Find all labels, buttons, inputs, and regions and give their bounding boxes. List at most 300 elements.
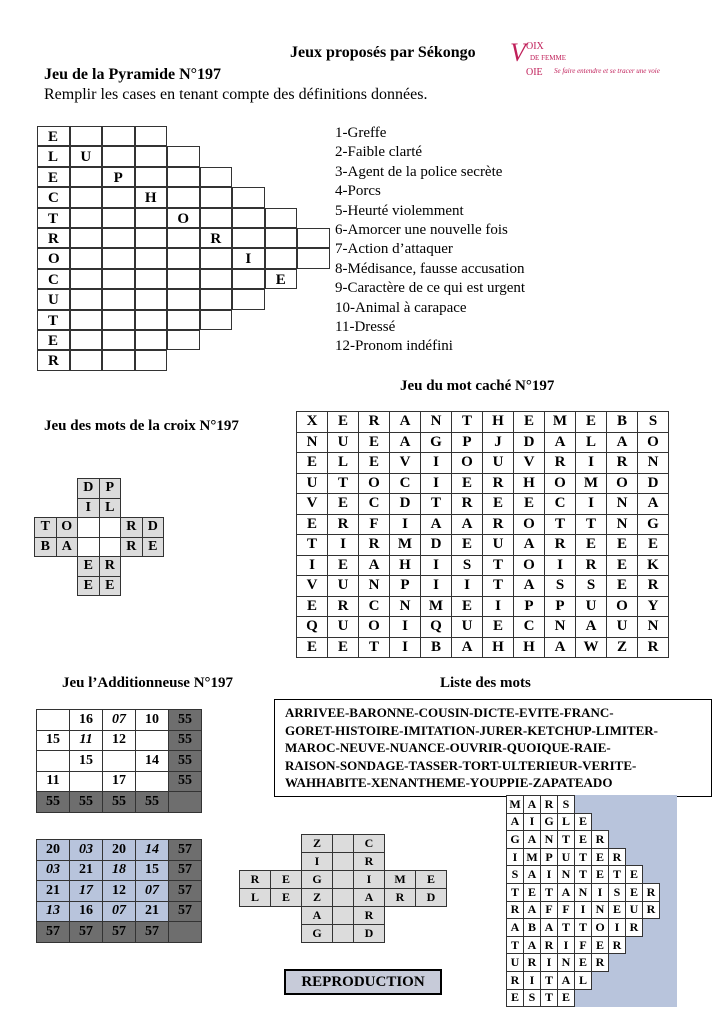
hidden-word-cell: P (452, 432, 483, 453)
hidden-word-cell: A (514, 535, 545, 556)
adder-solution-cell: 12 (103, 881, 136, 902)
pyramid-solution-cell: O (592, 919, 609, 937)
pyramid-solution-cell (643, 848, 660, 866)
pyramid-solution-cell: M (524, 848, 541, 866)
hidden-word-cell: N (638, 453, 669, 474)
pyramid-solution-cell: N (592, 901, 609, 919)
hidden-word-cell: A (390, 412, 421, 433)
hidden-word-cell: E (514, 494, 545, 515)
adder-solution-cell: 57 (169, 881, 202, 902)
hidden-word-cell: S (545, 576, 576, 597)
hidden-word-cell: O (607, 473, 638, 494)
hidden-word-cell: E (328, 412, 359, 433)
pyramid-solution-cell (592, 796, 609, 814)
pyramid-solution-cell: R (541, 796, 558, 814)
hidden-word-cell: I (297, 555, 328, 576)
pyramid-cell: U (70, 146, 103, 166)
cross-solution-cell: I (354, 871, 385, 889)
cross-cell: A (56, 537, 78, 557)
cross-cell (56, 557, 78, 577)
pyramid-solution-cell: E (575, 813, 592, 831)
hidden-word-cell: I (421, 555, 452, 576)
pyramid-cell: O (37, 248, 70, 268)
hidden-word-cell: A (359, 555, 390, 576)
hidden-word-cell: C (359, 596, 390, 617)
hidden-word-cell: N (421, 412, 452, 433)
hidden-word-cell: E (297, 596, 328, 617)
adder-cell (70, 771, 103, 792)
adder-solution-cell: 20 (103, 840, 136, 861)
hidden-word-cell: D (390, 494, 421, 515)
pyramid-solution-cell (626, 936, 643, 954)
pyramid-cell (102, 248, 135, 268)
cross-cell (142, 557, 164, 577)
pyramid-solution-cell: E (524, 883, 541, 901)
pyramid-solution-cell: E (609, 901, 626, 919)
adder-solution-cell: 15 (136, 860, 169, 881)
adder-solution-cell: 57 (136, 922, 169, 943)
hidden-word-cell: E (359, 453, 390, 474)
hidden-word-cell: D (638, 473, 669, 494)
pyramid-solution-cell (660, 919, 677, 937)
hidden-word-cell: V (514, 453, 545, 474)
pyramid-cell (200, 208, 233, 228)
svg-text:V: V (510, 38, 526, 67)
adder-solution-cell: 57 (103, 922, 136, 943)
pyramid-cell (70, 126, 103, 146)
hidden-word-cell: T (297, 535, 328, 556)
pyramid-solution-cell: I (609, 919, 626, 937)
pyramid-solution-cell (592, 813, 609, 831)
hidden-word-cell: N (607, 494, 638, 515)
hidden-word-cell: R (359, 535, 390, 556)
pyramid-solution-cell: N (558, 954, 575, 972)
pyramid-solution-cell (660, 813, 677, 831)
pyramid-solution-cell: A (541, 919, 558, 937)
cross-solution-cell (333, 871, 354, 889)
pyramid-solution-cell: G (541, 813, 558, 831)
pyramid-solution-cell: R (507, 971, 524, 989)
cross-cell (99, 518, 121, 538)
cross-cell: R (121, 518, 143, 538)
cross-solution-cell (240, 835, 271, 853)
hidden-word-cell: E (297, 637, 328, 658)
cross-solution-cell: G (302, 871, 333, 889)
pyramid-cell (232, 208, 265, 228)
svg-text:DE FEMME: DE FEMME (530, 54, 566, 62)
pyramid-cell (102, 350, 135, 370)
pyramid-solution-cell: S (609, 883, 626, 901)
cross-solution-cell (333, 907, 354, 925)
hidden-word-cell: Z (607, 637, 638, 658)
definition-item: 4-Porcs (335, 183, 381, 200)
page-title: Jeux proposés par Sékongo (290, 44, 476, 61)
hidden-word-cell: H (390, 555, 421, 576)
word-list-box (274, 699, 712, 797)
hidden-word-cell: E (607, 555, 638, 576)
adder-cell: 10 (136, 710, 169, 731)
hidden-word-cell: R (359, 412, 390, 433)
pyramid-solution-cell: A (524, 901, 541, 919)
adder-cell: 11 (70, 730, 103, 751)
pyramid-cell: C (37, 187, 70, 207)
pyramid-cell: O (167, 208, 200, 228)
pyramid-solution-cell: T (541, 971, 558, 989)
hidden-word-cell: E (452, 535, 483, 556)
cross-cell (56, 479, 78, 499)
pyramid-grid (38, 126, 338, 372)
cross-solution-cell: R (385, 889, 416, 907)
pyramid-solution-cell (609, 971, 626, 989)
cross-solution-cell (416, 835, 447, 853)
adder-solution-cell: 16 (70, 901, 103, 922)
cross-cell: E (78, 557, 100, 577)
pyramid-solution-cell: S (524, 989, 541, 1007)
adder-solution-cell: 17 (70, 881, 103, 902)
pyramid-solution-cell (592, 989, 609, 1007)
pyramid-cell (102, 289, 135, 309)
adder-cell: 55 (136, 792, 169, 813)
adder-cell (37, 710, 70, 731)
hidden-word-cell: E (638, 535, 669, 556)
hidden-word-cell: N (545, 617, 576, 638)
adder-solution-cell: 57 (37, 922, 70, 943)
pyramid-cell (70, 187, 103, 207)
adder-solution-cell: 14 (136, 840, 169, 861)
pyramid-cell (200, 248, 233, 268)
hidden-word-cell: E (483, 617, 514, 638)
pyramid-solution-cell (660, 936, 677, 954)
definition-item: 6-Amorcer une nouvelle fois (335, 222, 508, 239)
hidden-word-cell: V (297, 494, 328, 515)
definition-item: 3-Agent de la police secrète (335, 163, 503, 180)
pyramid-cell (102, 310, 135, 330)
hidden-word-cell: A (576, 617, 607, 638)
pyramid-solution-cell: E (592, 866, 609, 884)
pyramid-cell (200, 187, 233, 207)
pyramid-solution-cell: F (558, 901, 575, 919)
hidden-word-cell: I (545, 555, 576, 576)
hidden-word-cell: I (328, 535, 359, 556)
pyramid-cell (70, 248, 103, 268)
adder-cell (169, 792, 202, 813)
cross-cell (142, 479, 164, 499)
adder-solution-cell: 57 (169, 901, 202, 922)
pyramid-cell (135, 330, 168, 350)
hidden-word-cell: E (359, 432, 390, 453)
pyramid-solution-cell: M (507, 796, 524, 814)
pyramid-solution-cell: E (575, 831, 592, 849)
hidden-word-cell: C (359, 494, 390, 515)
word-list-line: RAISON-SONDAGE-TASSER-TORT-ULTERIEUR-VERITE- (285, 757, 637, 773)
pyramid-solution-cell: N (558, 866, 575, 884)
pyramid-solution-cell: R (541, 936, 558, 954)
pyramid-cell (102, 146, 135, 166)
cross-cell (56, 576, 78, 596)
hidden-word-cell: T (421, 494, 452, 515)
pyramid-solution-cell: R (609, 848, 626, 866)
pyramid-cell (135, 269, 168, 289)
pyramid-cell (200, 289, 233, 309)
pyramid-cell (135, 350, 168, 370)
hidden-word-cell: M (421, 596, 452, 617)
hidden-word-cell: U (328, 617, 359, 638)
cross-cell: E (142, 537, 164, 557)
pyramid-solution-cell: R (592, 831, 609, 849)
pyramid-cell (167, 330, 200, 350)
pyramid-solution-cell: A (507, 813, 524, 831)
hidden-word-cell: T (483, 576, 514, 597)
hidden-word-cell: C (545, 494, 576, 515)
hidden-word-cell: S (576, 576, 607, 597)
definition-item: 11-Dressé (335, 319, 396, 336)
hidden-word-cell: A (545, 432, 576, 453)
hidden-word-cell: P (545, 596, 576, 617)
hidden-word-cell: R (607, 453, 638, 474)
pyramid-cell (232, 187, 265, 207)
adder-solution-cell: 21 (37, 881, 70, 902)
definition-item: 10-Animal à carapace (335, 299, 467, 316)
adder-solution-cell: 57 (169, 860, 202, 881)
pyramid-solution-cell: R (507, 901, 524, 919)
pyramid-cell: H (135, 187, 168, 207)
cross-solution-cell (333, 835, 354, 853)
logo-mark-icon (506, 33, 676, 81)
pyramid-solution-cell (660, 866, 677, 884)
hidden-word-cell: R (576, 555, 607, 576)
pyramid-solution-cell: U (507, 954, 524, 972)
cross-solution-cell (271, 853, 302, 871)
adder-solution-cell: 03 (70, 840, 103, 861)
word-list-title: Liste des mots (440, 675, 531, 691)
hidden-word-cell: I (421, 453, 452, 474)
hidden-word-cell: H (483, 412, 514, 433)
pyramid-solution-cell: E (626, 866, 643, 884)
adder-cell: 15 (70, 751, 103, 772)
hidden-word-cell: U (297, 473, 328, 494)
hidden-word-cell: M (545, 412, 576, 433)
pyramid-cell (232, 269, 265, 289)
pyramid-solution-cell: F (541, 901, 558, 919)
cross-solution-cell: D (416, 889, 447, 907)
pyramid-solution-cell: R (626, 919, 643, 937)
adder-cell (37, 751, 70, 772)
cross-solution-cell: Z (302, 835, 333, 853)
cross-solution-cell: R (240, 871, 271, 889)
hidden-word-cell: D (421, 535, 452, 556)
pyramid-solution-cell: B (524, 919, 541, 937)
cross-cell: D (78, 479, 100, 499)
word-list-line: ARRIVEE-BARONNE-COUSIN-DICTE-EVITE-FRANC- (285, 705, 614, 720)
cross-solution-cell: E (271, 889, 302, 907)
definitions-list (335, 124, 525, 357)
hidden-word-cell: T (452, 412, 483, 433)
adder-solution-cell: 18 (103, 860, 136, 881)
pyramid-cell (167, 146, 200, 166)
pyramid-solution-cell: L (575, 971, 592, 989)
pyramid-solution-cell (660, 971, 677, 989)
pyramid-cell (135, 248, 168, 268)
hidden-word-cell: I (390, 514, 421, 535)
hidden-word-cell: O (514, 555, 545, 576)
adder-solution-cell: 21 (136, 901, 169, 922)
pyramid-solution-cell: F (575, 936, 592, 954)
definition-item: 12-Pronom indéfini (335, 338, 453, 355)
hidden-word-cell: H (514, 637, 545, 658)
pyramid-cell (135, 310, 168, 330)
pyramid-solution-cell: T (541, 989, 558, 1007)
pyramid-solution-cell (592, 971, 609, 989)
cross-solution-cell (385, 925, 416, 943)
adder-cell: 55 (169, 771, 202, 792)
cross-cell: R (99, 557, 121, 577)
cross-solution-cell (385, 907, 416, 925)
pyramid-cell (70, 350, 103, 370)
pyramid-solution-cell (643, 971, 660, 989)
hidden-word-cell: E (607, 576, 638, 597)
pyramid-solution-cell (660, 901, 677, 919)
cross-solution-cell: R (354, 907, 385, 925)
adder-cell: 14 (136, 751, 169, 772)
hidden-word-cell: I (576, 494, 607, 515)
pyramid-cell (70, 208, 103, 228)
pyramid-cell (297, 248, 330, 268)
cross-cell: D (142, 518, 164, 538)
hidden-word-cell: L (328, 453, 359, 474)
pyramid-solution-cell: T (558, 919, 575, 937)
pyramid-cell (135, 167, 168, 187)
hidden-word-cell: I (421, 576, 452, 597)
hidden-word-cell: R (545, 535, 576, 556)
pyramid-solution-cell: R (643, 883, 660, 901)
svg-text:OIX: OIX (526, 41, 544, 52)
pyramid-cell (70, 228, 103, 248)
hidden-word-cell: I (421, 473, 452, 494)
pyramid-cell (297, 228, 330, 248)
svg-text:OIE: OIE (526, 67, 543, 78)
cross-solution-cell (333, 925, 354, 943)
hidden-word-cell: A (545, 637, 576, 658)
pyramid-cell (167, 310, 200, 330)
pyramid-cell (135, 126, 168, 146)
pyramid-cell: E (37, 330, 70, 350)
definition-item: 5-Heurté violemment (335, 202, 464, 219)
hidden-word-cell: H (514, 473, 545, 494)
adder-cell: 55 (37, 792, 70, 813)
hidden-word-cell: R (638, 637, 669, 658)
pyramid-cell (200, 167, 233, 187)
pyramid-cell (70, 167, 103, 187)
hidden-word-cell: S (638, 412, 669, 433)
pyramid-solution-cell (626, 971, 643, 989)
pyramid-cell (265, 228, 298, 248)
hidden-word-cell: R (483, 514, 514, 535)
pyramid-cell (102, 187, 135, 207)
pyramid-cell (167, 248, 200, 268)
cross-cell (56, 498, 78, 518)
pyramid-solution-cell: A (558, 971, 575, 989)
hidden-word-cell: A (607, 432, 638, 453)
pyramid-cell (135, 208, 168, 228)
adder-cell: 11 (37, 771, 70, 792)
hidden-word-cell: J (483, 432, 514, 453)
adder-cell: 16 (70, 710, 103, 731)
pyramid-cell (70, 269, 103, 289)
cross-cell (121, 498, 143, 518)
pyramid-solution-cell: S (507, 866, 524, 884)
hidden-word-cell: U (328, 432, 359, 453)
cross-cell (78, 518, 100, 538)
pyramid-solution-cell: I (524, 971, 541, 989)
hidden-word-cell: U (576, 596, 607, 617)
pyramid-cell (102, 269, 135, 289)
pyramid-cell: P (102, 167, 135, 187)
hidden-word-cell: A (452, 637, 483, 658)
cross-cell: R (121, 537, 143, 557)
cross-solution-cell (240, 853, 271, 871)
pyramid-solution-cell (643, 796, 660, 814)
hidden-word-cell: T (483, 555, 514, 576)
cross-cell (35, 498, 57, 518)
adder-solution-cell (169, 922, 202, 943)
hidden-word-cell: O (359, 473, 390, 494)
hidden-word-cell: I (390, 637, 421, 658)
pyramid-solution-cell (643, 919, 660, 937)
word-list-line: MAROC-NEUVE-NUANCE-OUVRIR-QUOIQUE-RAIE- (285, 740, 611, 755)
pyramid-title: Jeu de la Pyramide N°197 (44, 66, 222, 83)
hidden-word-cell: I (390, 617, 421, 638)
cross-solution-cell: A (354, 889, 385, 907)
adder-cell: 55 (169, 730, 202, 751)
adder-solution-cell: 57 (70, 922, 103, 943)
pyramid-cell (167, 167, 200, 187)
cross-cell: O (56, 518, 78, 538)
cross-solution-cell: E (416, 871, 447, 889)
hidden-word-cell: P (514, 596, 545, 617)
pyramid-solution-cell: A (558, 883, 575, 901)
pyramid-solution-cell (626, 848, 643, 866)
svg-text:Se faire entendre et se tracer: Se faire entendre et se tracer une voie (554, 67, 660, 75)
definition-item: 8-Médisance, fausse accusation (335, 260, 525, 277)
adder-solution-cell: 21 (70, 860, 103, 881)
cross-cell (35, 557, 57, 577)
pyramid-solution-grid (506, 795, 677, 1007)
hidden-word-cell: O (514, 514, 545, 535)
cross-cell: T (35, 518, 57, 538)
pyramid-cell: E (37, 167, 70, 187)
pyramid-solution-cell (609, 813, 626, 831)
pyramid-solution-cell: T (575, 848, 592, 866)
hidden-word-cell: G (638, 514, 669, 535)
adder-cell: 55 (70, 792, 103, 813)
hidden-word-cell: I (576, 453, 607, 474)
hidden-word-cell: Q (297, 617, 328, 638)
instructions: Remplir les cases en tenant compte des définitions données. (44, 86, 428, 103)
pyramid-cell: C (37, 269, 70, 289)
pyramid-cell (102, 208, 135, 228)
hidden-word-cell: S (452, 555, 483, 576)
cross-solution-cell (271, 835, 302, 853)
pyramid-solution-cell (626, 796, 643, 814)
cross-grid (34, 478, 164, 596)
adder-solution-cell: 07 (136, 881, 169, 902)
pyramid-solution-cell (643, 989, 660, 1007)
pyramid-solution-cell (609, 989, 626, 1007)
hidden-word-cell: O (607, 596, 638, 617)
hidden-word-cell: V (390, 453, 421, 474)
pyramid-cell (70, 289, 103, 309)
pyramid-solution-cell: N (541, 831, 558, 849)
